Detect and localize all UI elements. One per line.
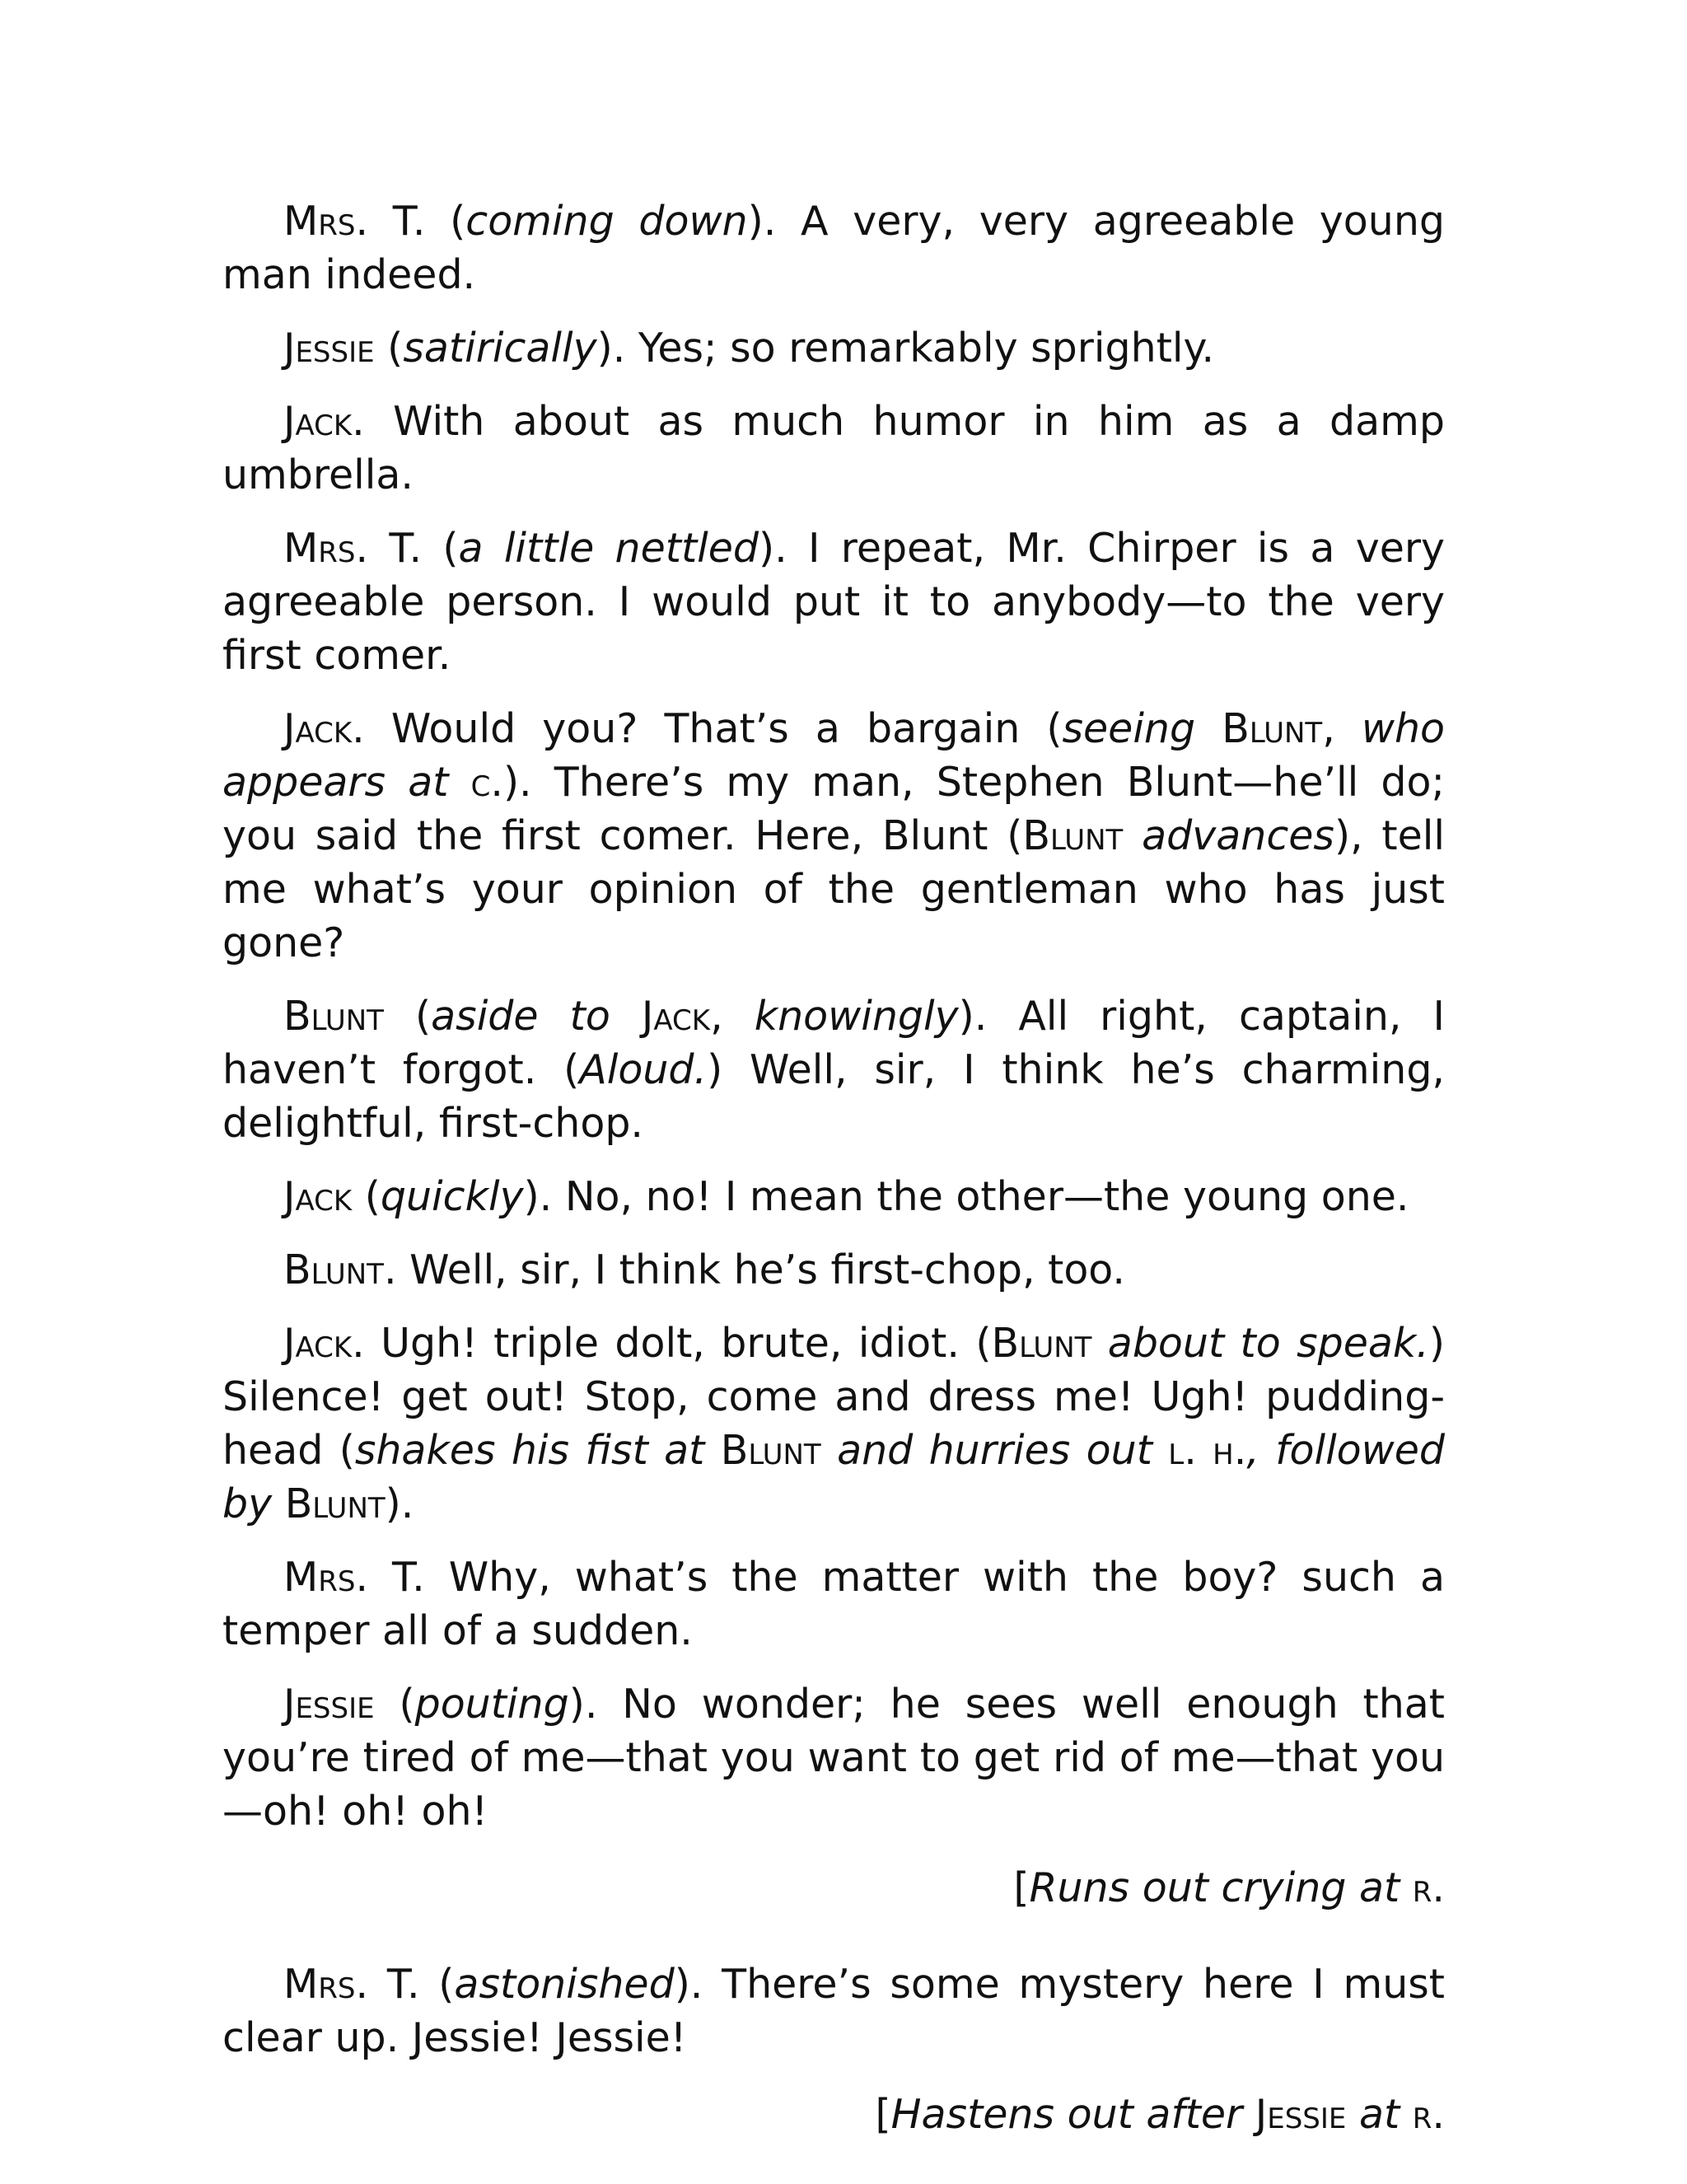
speaker-name: r. (1412, 2091, 1445, 2138)
stage-note: astonished (454, 1961, 675, 2008)
stage-note: pouting (414, 1681, 569, 1728)
text-run (821, 1427, 837, 1474)
stage-note: quickly (380, 1173, 524, 1220)
speaker-name: Blunt (1022, 812, 1124, 859)
text-run (1346, 2091, 1359, 2138)
dialogue-paragraph (222, 702, 1445, 970)
speaker-name: Jessie (1255, 2091, 1347, 2138)
text-run: ). No wonder; he sees well enough that you’re tired of me—that you want to get rid of me—that you—oh! oh! oh! (222, 1681, 1445, 1835)
text-run: . With about as much humor in him as a damp umbrella. (222, 398, 1445, 498)
speaker-name: Jessie (283, 325, 375, 372)
dialogue-paragraph (222, 1957, 1445, 2065)
text-run: ), tell me what’s your opinion of the gentleman who has just gone? (222, 812, 1445, 966)
text-run (1400, 2091, 1413, 2138)
speaker-name: Mrs (283, 525, 356, 572)
dialogue-paragraph (222, 395, 1445, 502)
speaker-name: Mrs (283, 1961, 356, 2008)
text-run: ) Well, sir, I think he’s charming, delightful, first-chop. (222, 1046, 1446, 1147)
stage-note: satirically (403, 325, 597, 372)
stage-note: aside to (431, 993, 610, 1040)
text-run (1091, 1320, 1107, 1367)
text-run (610, 993, 642, 1040)
stage-note: and hurries out (837, 1427, 1152, 1474)
speaker-name: Mrs (283, 198, 356, 245)
text-run: . T. ( (355, 1961, 455, 2008)
text-run (448, 759, 470, 806)
text-run (1152, 1427, 1168, 1474)
text-run: ( (374, 325, 404, 372)
speaker-name: Jack (641, 993, 711, 1040)
stage-note: who appears at (222, 705, 1446, 806)
dialogue-paragraph (222, 1170, 1445, 1223)
text-run: . Well, sir, I think he’s first-chop, too. (383, 1246, 1125, 1293)
speaker-name: Jack (283, 1320, 353, 1367)
speaker-name: r. (1412, 1864, 1445, 1911)
stage-note: seeing (1062, 705, 1196, 752)
stage-note: about to speak. (1107, 1320, 1429, 1367)
dialogue-paragraph (222, 1316, 1445, 1531)
text-run: ). I repeat, Mr. Chirper is a very agreeable person. I would put it to anybody—to the very first comer. (222, 525, 1445, 679)
text-run: ( (383, 993, 432, 1040)
speaker-name: l. h. (1168, 1427, 1247, 1474)
dialogue-paragraph (222, 1677, 1445, 1838)
text-run: ). A very, very agreeable young man indeed. (222, 198, 1446, 298)
text-run: , (1322, 705, 1362, 752)
speaker-name: Jack (283, 705, 353, 752)
stage-note: , followed by (222, 1427, 1445, 1527)
text-run: ) Silence! get out! Stop, come and dress me! Ugh! pudding-head ( (222, 1320, 1446, 1474)
text-run: ). (385, 1480, 414, 1527)
speaker-name: Jack (283, 398, 353, 445)
stage-note: a little nettled (458, 525, 759, 572)
text-run: ( (352, 1173, 381, 1220)
stage-note: coming down (465, 198, 748, 245)
stage-direction (222, 1861, 1445, 1915)
text-run: ( (374, 1681, 415, 1728)
text-run: . Ugh! triple dolt, brute, idiot. ( (352, 1320, 992, 1367)
dialogue-paragraph (222, 1550, 1445, 1658)
dialogue-paragraph (222, 521, 1445, 682)
speaker-name: Jack (283, 1173, 353, 1220)
text-run: ). Yes; so remarkably sprightly. (596, 325, 1215, 372)
text-run (1400, 1864, 1413, 1911)
stage-note: knowingly (754, 993, 959, 1040)
text-run: , (710, 993, 755, 1040)
text-run: . T. ( (355, 525, 459, 572)
text-run: [ (875, 2091, 891, 2138)
stage-note: advances (1142, 812, 1334, 859)
text-run: . T. Why, what’s the matter with the boy? such a temper all of a sudden. (222, 1554, 1445, 1654)
text-run (704, 1427, 720, 1474)
stage-direction (222, 2088, 1445, 2141)
speaker-name: Blunt (1222, 705, 1323, 752)
text-run: . T. ( (355, 198, 466, 245)
stage-note: Aloud. (579, 1046, 708, 1093)
text-run: . Would you? That’s a bargain ( (352, 705, 1063, 752)
speaker-name: Blunt (991, 1320, 1092, 1367)
page-body (222, 194, 1445, 2184)
text-run: ). There’s some mystery here I must clear up. Jessie! Jessie! (222, 1961, 1445, 2061)
speaker-name: Jessie (283, 1681, 375, 1728)
stage-note: at (1358, 2091, 1400, 2138)
speaker-name: Mrs (283, 1554, 356, 1601)
dialogue-paragraph (222, 989, 1445, 1150)
text-run: [ (1013, 1864, 1030, 1911)
speaker-name: Blunt (283, 1246, 384, 1293)
text-run (272, 1480, 285, 1527)
speaker-name: Blunt (284, 1480, 386, 1527)
text-run: ). There’s my man, Stephen Blunt—he’ll do; you said the first comer. Here, Blunt ( (222, 759, 1445, 859)
text-run (1195, 705, 1222, 752)
dialogue-paragraph (222, 321, 1445, 375)
stage-note: Runs out crying at (1029, 1864, 1400, 1911)
text-run (1123, 812, 1142, 859)
speaker-name: Blunt (283, 993, 384, 1040)
stage-note: shakes his fist at (354, 1427, 705, 1474)
text-run: ). All right, captain, I haven’t forgot. ( (222, 993, 1446, 1093)
stage-note: Hastens out after (890, 2091, 1243, 2138)
dialogue-paragraph (222, 194, 1445, 302)
text-run (1242, 2091, 1255, 2138)
dialogue-paragraph (222, 1243, 1445, 1297)
speaker-name: Blunt (720, 1427, 821, 1474)
speaker-name: c. (470, 759, 503, 806)
text-run: ). No, no! I mean the other—the young one. (523, 1173, 1409, 1220)
